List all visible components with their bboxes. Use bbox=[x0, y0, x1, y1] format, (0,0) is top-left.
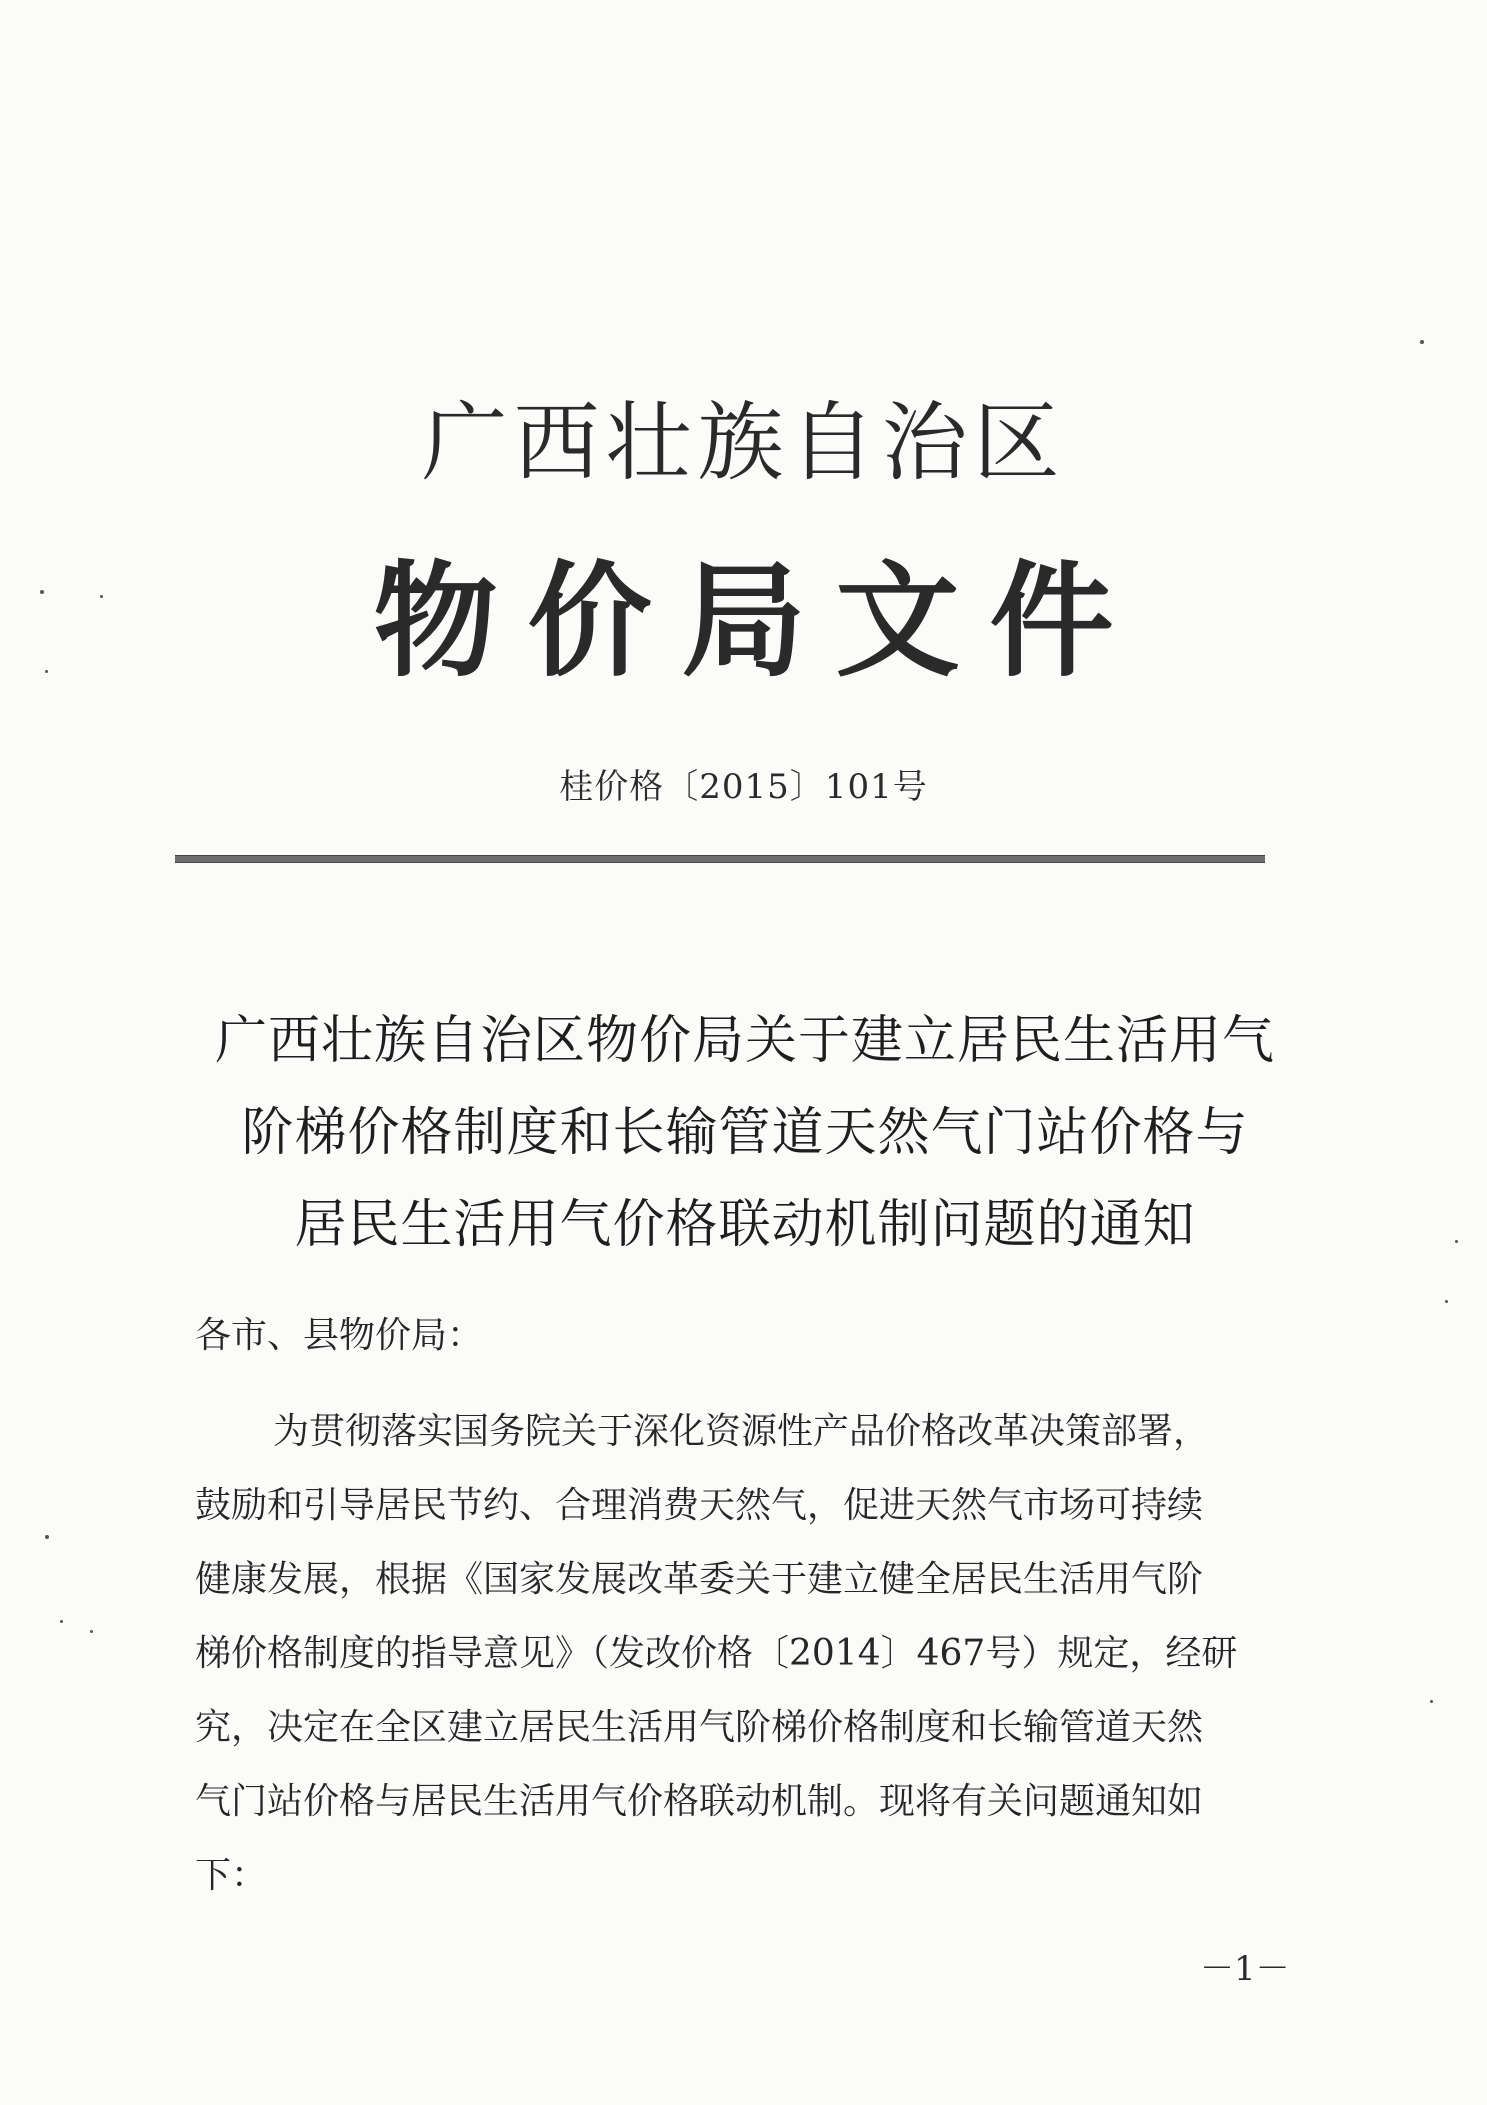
scan-speck bbox=[1430, 1700, 1433, 1703]
scan-speck bbox=[45, 1535, 49, 1539]
body-line: 健康发展，根据《国家发展改革委关于建立健全居民生活用气阶 bbox=[195, 1559, 1204, 1600]
salutation: 各市、县物价局： bbox=[195, 1315, 484, 1356]
scan-speck bbox=[1455, 1240, 1458, 1243]
body-paragraph bbox=[195, 1395, 1275, 1913]
body-line: 鼓励和引导居民节约、合理消费天然气，促进天然气市场可持续 bbox=[195, 1485, 1204, 1526]
page-number: －1－ bbox=[1200, 1949, 1290, 1989]
body-line: 究，决定在全区建立居民生活用气阶梯价格制度和长输管道天然 bbox=[195, 1707, 1204, 1748]
scan-speck bbox=[1445, 1300, 1448, 1303]
document-type-heading: 物价局文件 bbox=[373, 549, 1144, 694]
body-line: 梯价格制度的指导意见》（发改价格〔2014〕467号）规定，经研 bbox=[195, 1633, 1238, 1674]
document-title bbox=[150, 995, 1340, 1271]
title-line: 广西壮族自治区物价局关于建立居民生活用气 bbox=[214, 1011, 1275, 1071]
document-number: 桂价格〔2015〕101号 bbox=[559, 767, 928, 807]
scan-speck bbox=[90, 1630, 93, 1633]
title-line: 阶梯价格制度和长输管道天然气门站价格与 bbox=[241, 1103, 1249, 1163]
issuing-organization: 广西壮族自治区 bbox=[421, 393, 1066, 493]
body-line: 为贯彻落实国务院关于深化资源性产品价格改革决策部署， bbox=[273, 1411, 1210, 1452]
scan-speck bbox=[1420, 340, 1424, 344]
scan-speck bbox=[60, 1620, 63, 1623]
body-line: 气门站价格与居民生活用气价格联动机制。现将有关问题通知如 bbox=[195, 1781, 1204, 1822]
body-line: 下： bbox=[195, 1855, 268, 1896]
header-divider bbox=[175, 855, 1265, 863]
title-line: 居民生活用气价格联动机制问题的通知 bbox=[294, 1195, 1196, 1255]
